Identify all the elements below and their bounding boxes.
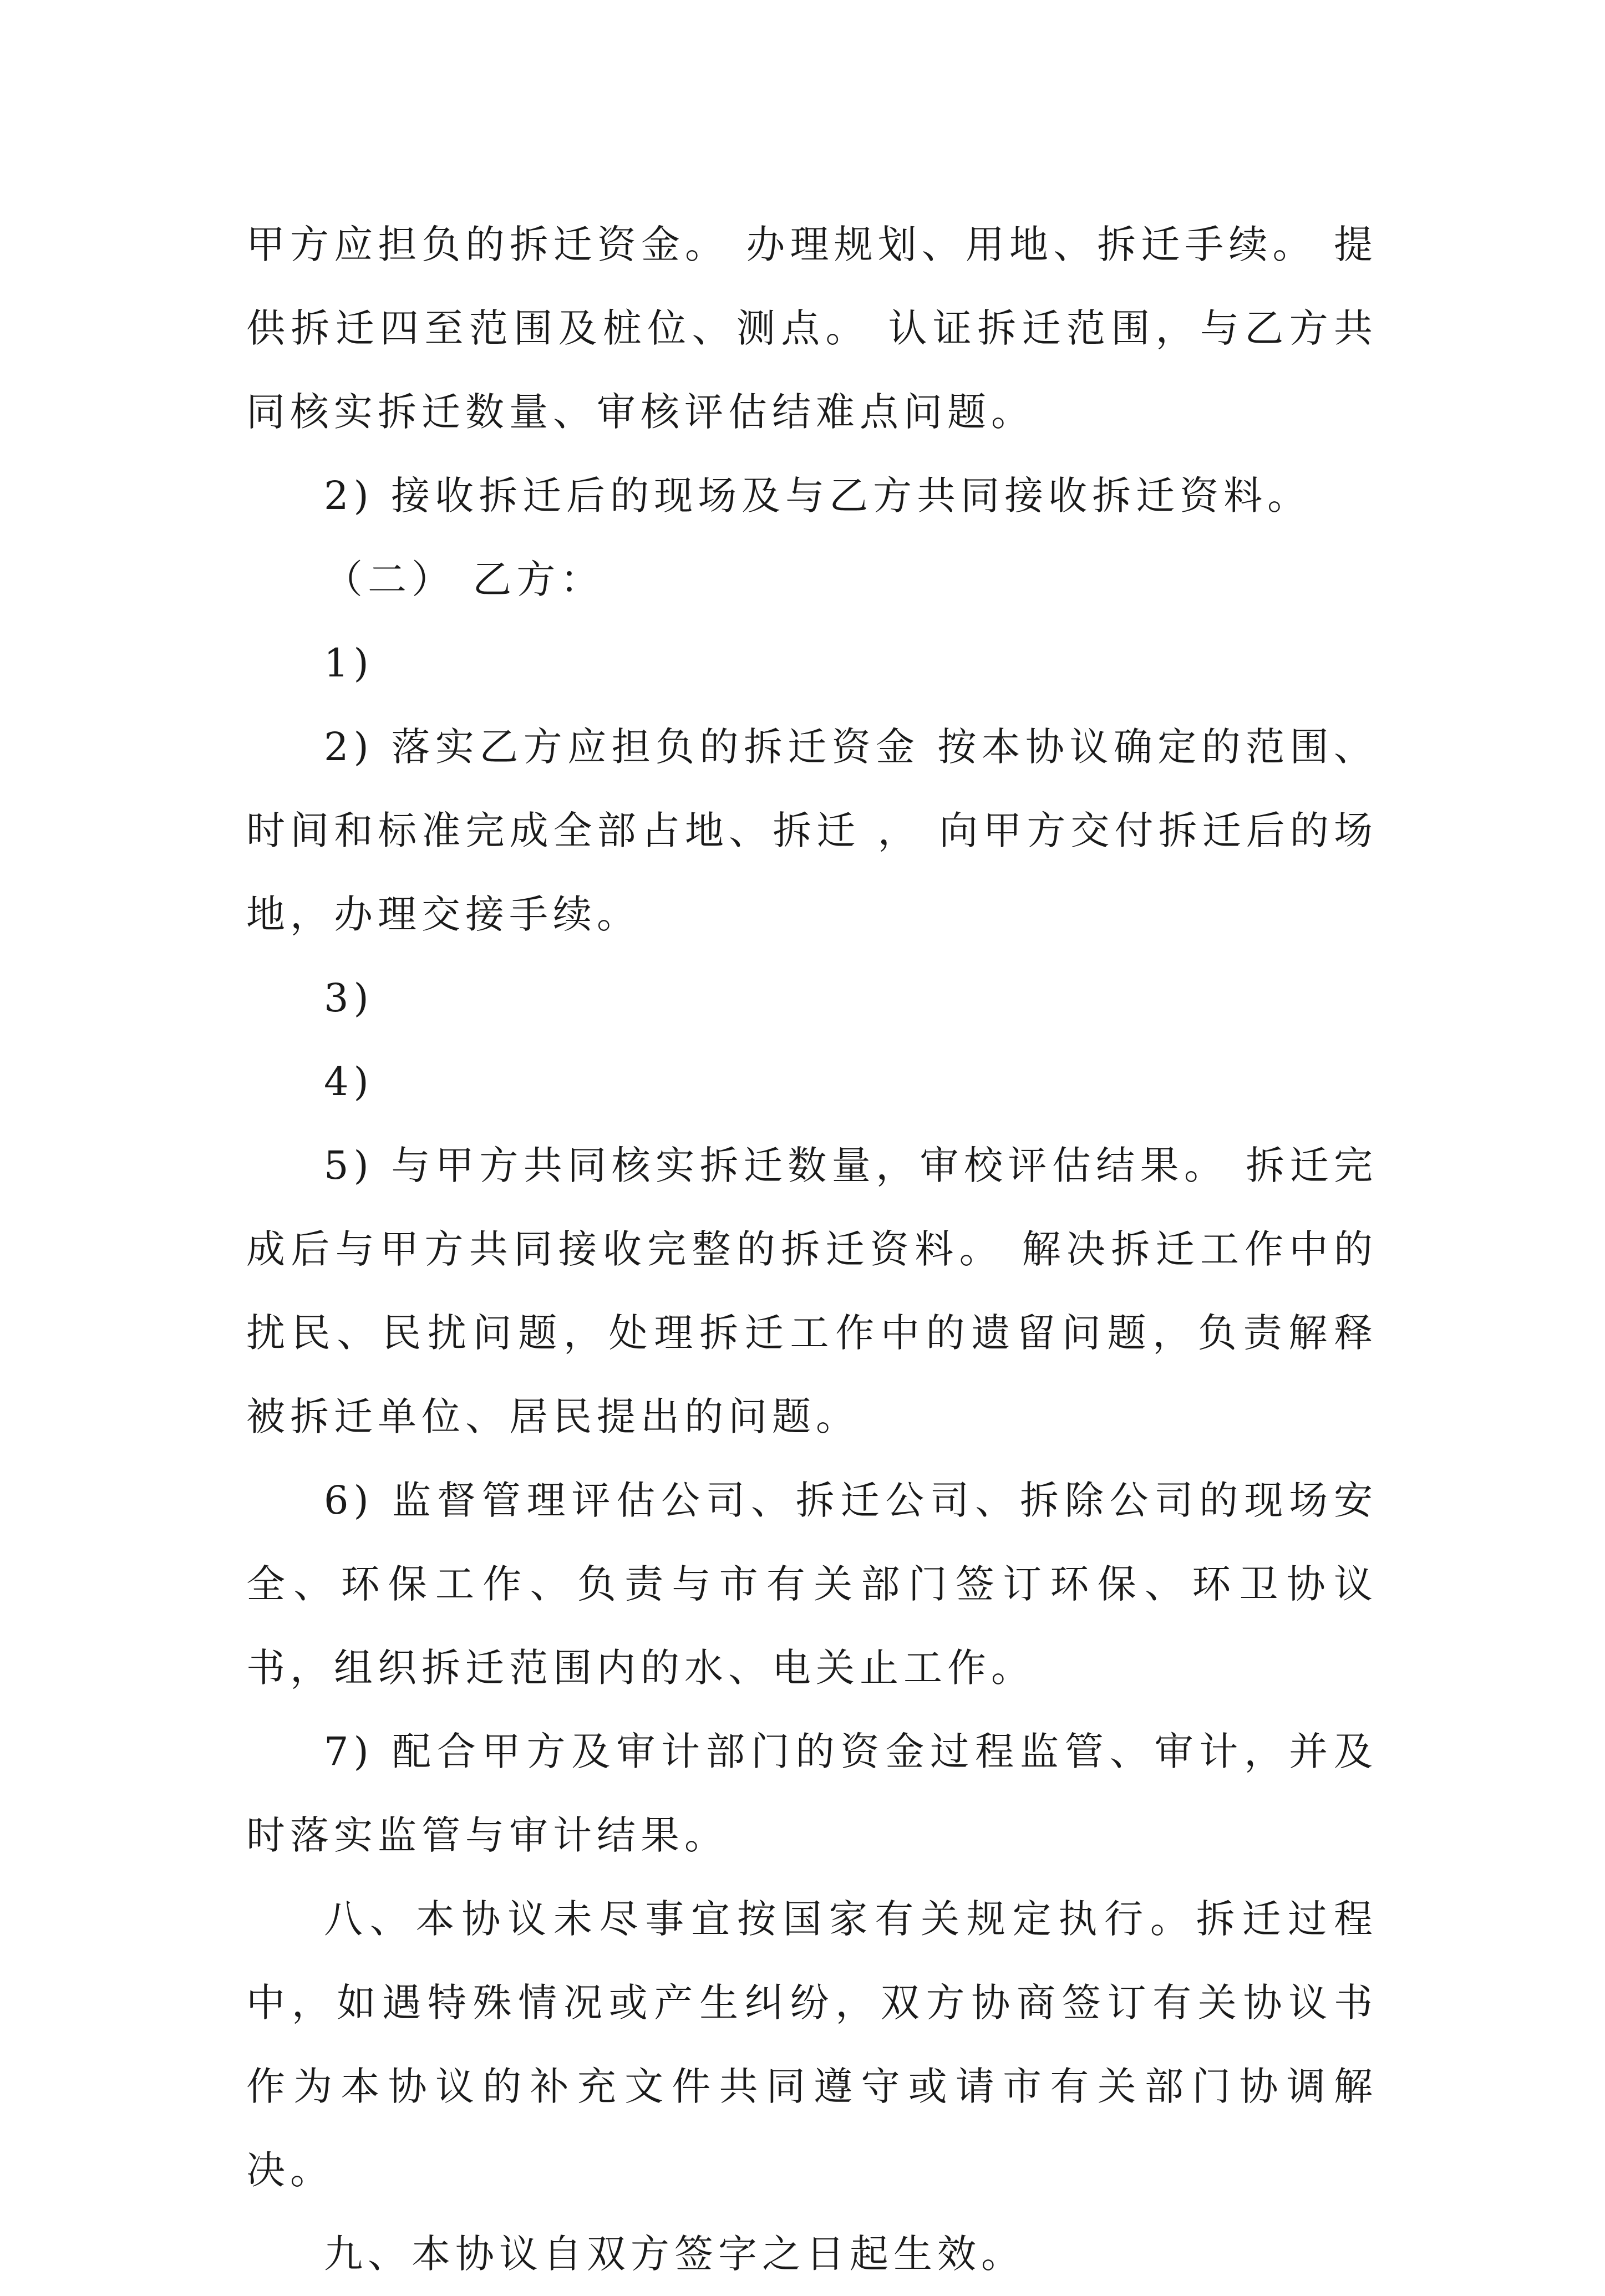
paragraph-item-5: 5) 与甲方共同核实拆迁数量，审校评估结果。 拆迁完成后与甲方共同接收完整的拆迁资料。 解决拆迁工作中的扰民、民扰问题，处理拆迁工作中的遗留问题，负责解释被拆迁单位、居民提出的问题。 [246, 1143, 1378, 1439]
paragraph-item-2-funds: 2) 落实乙方应担负的拆迁资金 按本协议确定的范围、时间和标准完成全部占地、拆迁 ， 向甲方交付拆迁后的场地，办理交接手续。 [246, 724, 1378, 937]
paragraph-party-a-duties-continued: 甲方应担负的拆迁资金。 办理规划、用地、拆迁手续。 提供拆迁四至范围及桩位、测点。 认证拆迁范围，与乙方共同核实拆迁数量、审核评估结难点问题。 [246, 222, 1378, 435]
paragraph-article-9: 九、本协议自双方签字之日起生效。 [324, 2231, 1025, 2277]
paragraph-article-8: 八、本协议未尽事宜按国家有关规定执行。拆迁过程中，如遇特殊情况或产生纠纷，双方协商签订有关协议书作为本协议的补充文件共同遵守或请市有关部门协调解决。 [246, 1896, 1378, 2193]
paragraph-item-6: 6) 监督管理评估公司、拆迁公司、拆除公司的现场安全、环保工作、负责与市有关部门签订环保、环卫协议书，组织拆迁范围内的水、电关止工作。 [246, 1478, 1378, 1691]
paragraph-party-b-heading: （二） 乙方： [324, 557, 605, 602]
paragraph-item-7: 7) 配合甲方及审计部门的资金过程监管、审计，并及时落实监管与审计结果。 [246, 1729, 1378, 1858]
paragraph-item-1: 1) [324, 640, 374, 686]
paragraph-item-4: 4) [324, 1059, 374, 1104]
paragraph-item-2-receive-site: 2) 接收拆迁后的现场及与乙方共同接收拆迁资料。 [324, 473, 1312, 518]
document-body [246, 203, 1378, 2296]
paragraph-item-3: 3) [324, 975, 374, 1021]
